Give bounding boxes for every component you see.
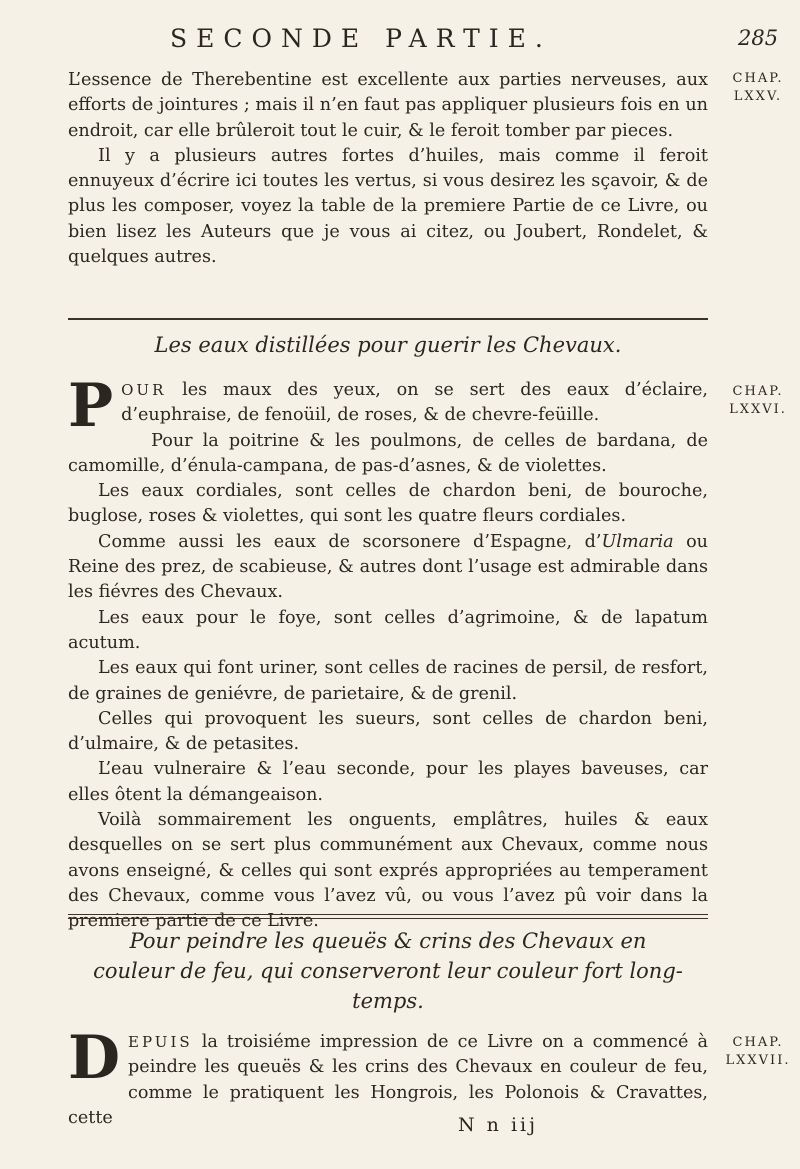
paragraph-text: Comme aussi les eaux de scorsonere d’Espagne, d’: [98, 531, 602, 552]
lead-word: OUR: [121, 381, 167, 399]
paragraph: Les eaux pour le foye, sont celles d’agrimoine, & de lapatum acutum.: [68, 607, 708, 653]
margin-chap-label: CHAP.: [732, 384, 784, 399]
margin-chap-number: LXXVI.: [729, 402, 787, 417]
section-heading: Les eaux distillées pour guerir les Chevaux.: [154, 333, 622, 357]
intro-text: [68, 68, 708, 270]
running-title: SECONDE PARTIE.: [170, 24, 552, 53]
margin-chap-label: CHAP.: [732, 71, 784, 86]
margin-chap-number: LXXV.: [733, 89, 783, 104]
drop-cap: D: [68, 1023, 121, 1093]
drop-cap: P: [68, 371, 114, 441]
paragraph-text: ou Reine des prez, de scabieuse, & autres dont l’usage est admirable dans les fiévres des Chevaux.: [68, 531, 708, 603]
paragraph: [68, 371, 708, 441]
section1-text: [68, 371, 708, 935]
page-number: 285: [738, 26, 779, 50]
margin-note-chap-lxxv: [720, 70, 796, 106]
margin-chap-number: LXXVII.: [725, 1053, 791, 1068]
paragraph: Pour la poitrine & les poulmons, de celles de bardana, de camomille, d’énula-campana, de pas-d’asnes, & de violettes.: [68, 430, 708, 476]
paragraph: [68, 1023, 708, 1131]
section-rule: [68, 914, 708, 919]
paragraph: Il y a plusieurs autres fortes d’huiles, mais comme il feroit ennuyeux d’écrire ici toutes les vertus, si vous desirez les sçavoir, & de plus les composer, voyez la table de la premiere Partie de ce Livre, ou bien lisez les Auteurs que je vous ai citez, ou Joubert, Rondelet, & quelques autres.: [68, 145, 708, 268]
section-heading: Pour peindre les queuës & crins des Chevaux en couleur de feu, qui conserveront leur couleur fort long-temps.: [93, 929, 683, 1013]
paragraph: [68, 530, 708, 606]
section2-text: [68, 1023, 708, 1131]
paragraph-text: les maux des yeux, on se sert des eaux d’éclaire, d’euphraise, de fenoüil, de roses, & de chevre-feüille.: [121, 380, 708, 426]
italic-term: Ulmaria: [601, 531, 674, 552]
lead-word: EPUIS: [128, 1033, 193, 1051]
paragraph-text: la troisiéme impression de ce Livre on a commencé à peindre les queuës & les crins des Chevaux en couleur de feu, comme le pratiquent les Hongrois, les Polonois & Cravattes, cette: [68, 1032, 708, 1128]
paragraph: Les eaux qui font uriner, sont celles de racines de persil, de resfort, de graines de geniévre, de parietaire, & de grenil.: [68, 658, 708, 704]
margin-note-chap-lxxvii: [720, 1034, 796, 1070]
margin-chap-label: CHAP.: [732, 1035, 784, 1050]
signature-mark: N n iij: [458, 1114, 538, 1136]
paragraph: L’eau vulneraire & l’eau seconde, pour les playes baveuses, car elles ôtent la démangeaison.: [68, 759, 708, 805]
paragraph: Voilà sommairement les onguents, emplâtres, huiles & eaux desquelles on se sert plus communément aux Chevaux, comme nous avons enseigné, & celles qui sont exprés appropriées au temperament des Chevaux, comme vous l’avez vû, ou vous l’avez pû voir dans la premiere partie de ce Livre.: [68, 810, 708, 932]
paragraph: Celles qui provoquent les sueurs, sont celles de chardon beni, d’ulmaire, & de petasites.: [68, 708, 708, 755]
paragraph: Les eaux cordiales, sont celles de chardon beni, de bouroche, buglose, roses & violettes, qui sont les quatre fleurs cordiales.: [68, 481, 708, 527]
margin-note-chap-lxxvi: [720, 383, 796, 419]
paragraph: L’essence de Therebentine est excellente aux parties nerveuses, aux efforts de jointures ; mais il n’en faut pas appliquer plusieurs fois en un endroit, car elle brûleroit tout le cuir, & le feroit tomber par pieces.: [68, 70, 708, 141]
section-rule: [68, 318, 708, 320]
